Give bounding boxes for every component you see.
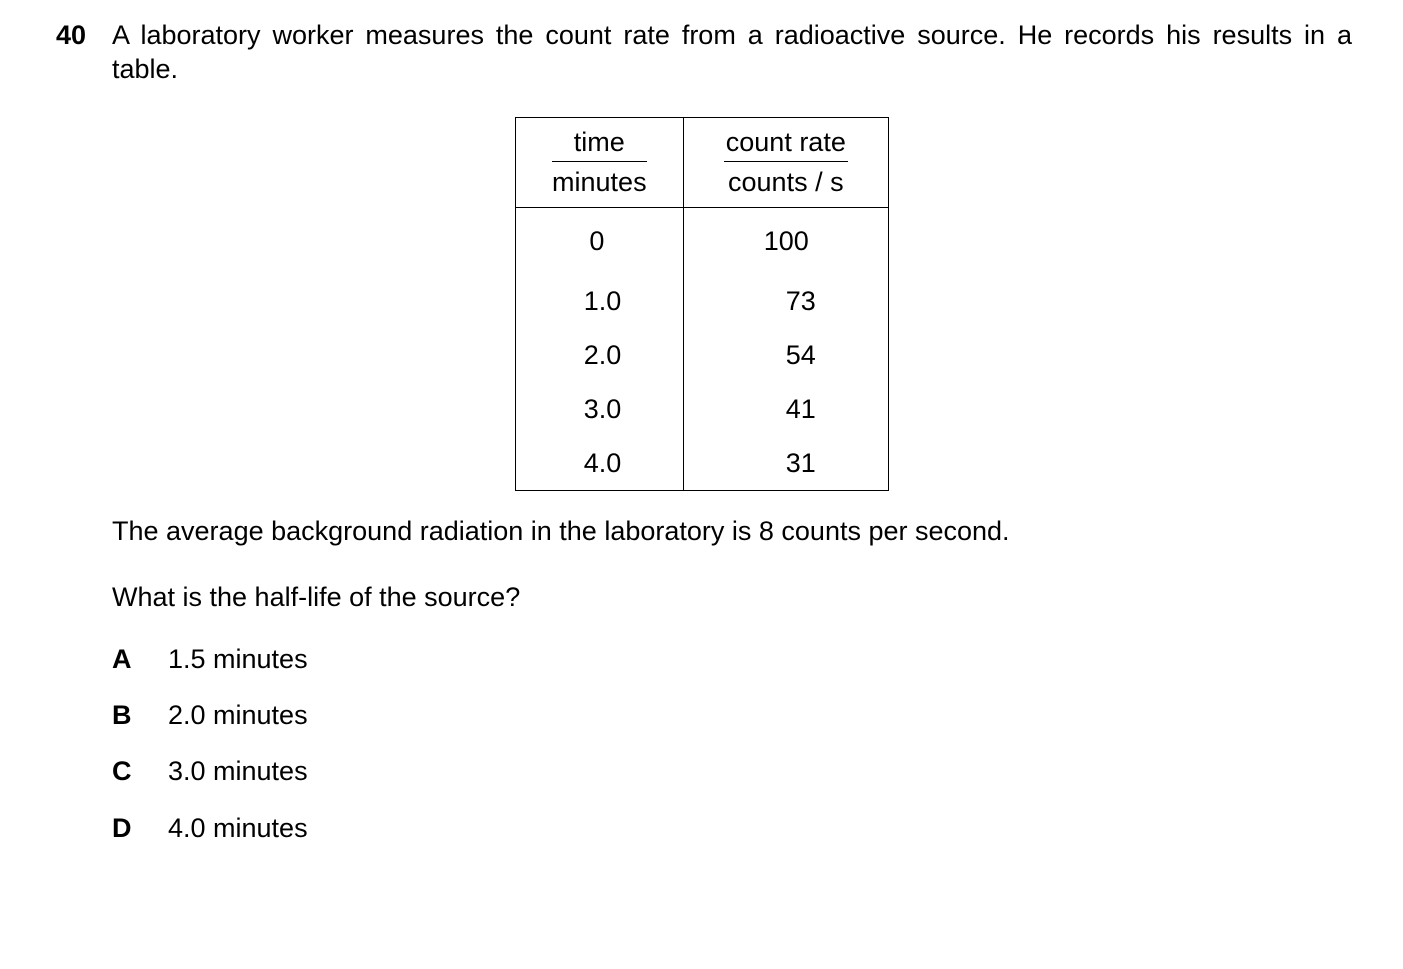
table-row <box>516 274 889 328</box>
question-stem: A laboratory worker measures the count rate from a radioactive source. He records his results in a table. <box>112 20 1352 84</box>
header-count-quantity: count rate <box>724 127 848 162</box>
count-value: 41 <box>785 393 816 424</box>
option-text: 4.0 minutes <box>168 813 308 843</box>
time-value: 3.0 <box>583 393 622 424</box>
table-row <box>516 208 889 275</box>
option-letter: C <box>112 756 132 786</box>
results-table <box>515 117 889 491</box>
time-value: 0 <box>589 225 605 256</box>
table-row <box>516 328 889 382</box>
option-a[interactable] <box>112 643 308 675</box>
count-value: 100 <box>763 225 809 256</box>
header-time <box>516 118 684 208</box>
header-count-unit: counts / s <box>728 167 844 197</box>
count-value: 54 <box>785 339 816 370</box>
option-text: 2.0 minutes <box>168 700 308 730</box>
option-letter: B <box>112 700 132 730</box>
question-number: 40 <box>56 20 87 50</box>
question-prompt: What is the half-life of the source? <box>112 582 521 612</box>
option-text: 3.0 minutes <box>168 756 308 786</box>
time-value: 4.0 <box>583 447 622 478</box>
option-d[interactable] <box>112 812 308 844</box>
count-value: 73 <box>785 285 816 316</box>
header-count-rate <box>683 118 888 208</box>
table-row <box>516 436 889 491</box>
count-value: 31 <box>785 447 816 478</box>
header-time-unit: minutes <box>552 167 647 197</box>
time-value: 1.0 <box>583 285 622 316</box>
table-header-row <box>516 118 889 208</box>
background-radiation-info: The average background radiation in the laboratory is 8 counts per second. <box>112 516 1010 546</box>
time-value: 2.0 <box>583 339 622 370</box>
header-time-quantity: time <box>552 127 647 162</box>
option-text: 1.5 minutes <box>168 644 308 674</box>
option-c[interactable] <box>112 755 308 787</box>
option-letter: A <box>112 644 132 674</box>
table-row <box>516 382 889 436</box>
option-b[interactable] <box>112 699 308 731</box>
option-letter: D <box>112 813 132 843</box>
